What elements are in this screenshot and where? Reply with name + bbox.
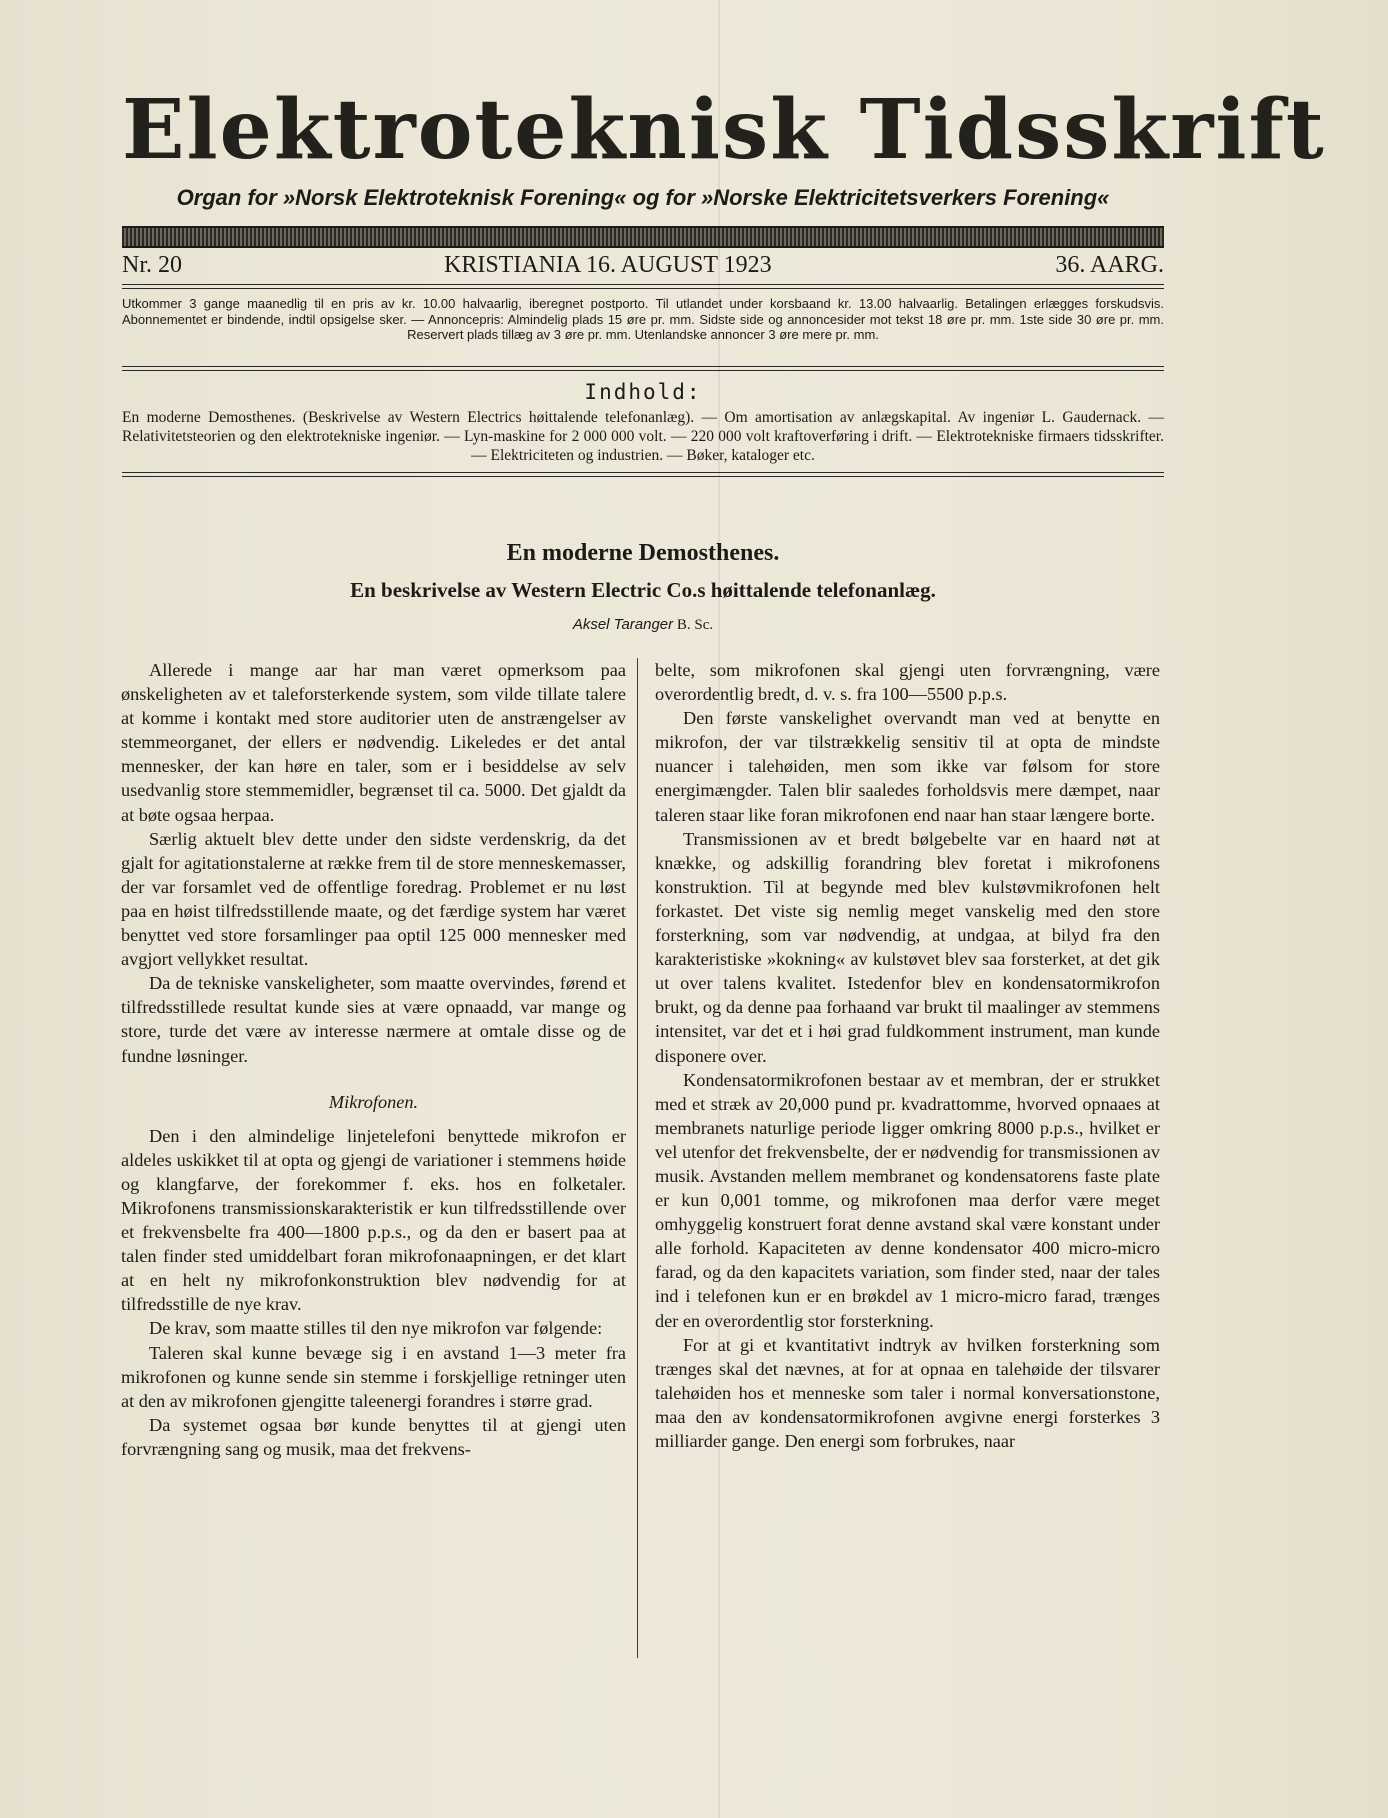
paragraph-continued: belte, som mikrofonen skal gjengi uten forvrængning, være overordentlig bredt, d. v. s. fra 100—5500 p.p.s.: [655, 660, 1160, 705]
rule: [122, 472, 1164, 473]
rule: [122, 476, 1164, 477]
contents-title: Indhold:: [584, 380, 702, 404]
paragraph: Da de tekniske vanskeligheter, som maatte overvindes, førend et tilfredsstillede resultat kunde sies at være opnaadd, var mange og store, turde det være av interesse nærmere at omtale disse og de fundne løsninger.: [121, 973, 626, 1066]
paragraph: Kondensatormikrofonen bestaar av et membran, der er strukket med et stræk av 20,000 pund pr. kvadrattomme, hvorved opnaaes at membranets naturlige periode ligger omkring 8000 p.p.s., hvilket er vel utenfor det frekvensbelte, der er nødvendig for transmissionen av musik. Avstanden mellem membranet og kondensatorens faste plate er kun 0,001 tomme, og mikrofonen maa derfor være meget omhyggelig konstruert forat denne avstand skal være konstant under alle forhold. Kapaciteten av denne kondensator 400 micro-micro farad, og da den kapacitets variation, som finder sted, naar der tales ind i telefonen kun er en brøkdel av 1 micro-micro farad, trænges der en overordentlig stor forsterkning.: [655, 1069, 1160, 1331]
issue-number: Nr. 20: [122, 252, 182, 278]
decorative-band: [122, 226, 1164, 248]
paragraph: De krav, som maatte stilles til den nye mikrofon var følgende:: [149, 1318, 603, 1339]
masthead-title: Elektroteknisk Tidsskrift: [122, 82, 1326, 178]
paragraph: Særlig aktuelt blev dette under den sidste verdenskrig, da det gjalt for agitationstalerne at række frem til de store menneskemasser, der var forsamlet ved de offentlige foredrag. Problemet er nu løst paa en høist tilfredsstillende maate, og det færdige system har været benyttet ved store forsamlinger paa optil 125 000 mennesker med avgjort vellykket resultat.: [121, 828, 626, 970]
article-title: En moderne Demosthenes.: [506, 540, 780, 566]
paragraph: Allerede i mange aar har man været opmerksom paa ønskeligheten av et taleforsterkende system, som vilde tillate talere at komme i kontakt med store auditorier uten de anstrængelser av stemmeorganet, der ellers er nødvendig. Likeledes er det antal mennesker, der kan høre en taler, som er i besiddelse av selv usedvanlig store stemmemidler, begrænset til ca. 5000. Det gjaldt da at bøte ogsaa herpaa.: [121, 660, 626, 825]
rule: [122, 366, 1164, 367]
issue-volume: 36. AARG.: [1055, 252, 1164, 278]
masthead-subtitle: Organ for »Norsk Elektroteknisk Forening« og for »Norske Elektricitetsverkers Forening«: [176, 185, 1110, 210]
paragraph: Da systemet ogsaa bør kunde benyttes til at gjengi uten forvrængning sang og musik, maa det frekvens-: [121, 1414, 626, 1459]
paragraph: Den i den almindelige linjetelefoni benyttede mikrofon er aldeles uskikket til at opta og gjengi de variationer i stemmens høide og klangfarve, der forekommer f. eks. hos en folketaler. Mikrofonens transmissionskarakteristik er kun tilfredsstillende over et frekvensbelte fra 400—1800 p.p.s., og da den er basert paa at talen finder sted umiddelbart foran mikrofonaapningen, er det klart at en helt ny mikrofonkonstruktion blev nødvendig for at tilfredsstille de nye krav.: [121, 1125, 626, 1315]
contents-text: En moderne Demosthenes. (Beskrivelse av Western Electrics høittalende telefonanlæg). — Om amortisation av anlægskapital. Av ingeniør L. Gaudernack. — Relativitetsteorien og den elektrotekniske ingeniør. — Lyn-maskine for 2 000 000 volt. — 220 000 volt kraftoverføring i drift. — Elektrotekniske firmaers tidsskrifter. — Elektriciteten og industrien. — Bøker, kataloger etc.: [122, 409, 1164, 464]
author-name: Aksel Taranger: [572, 616, 674, 633]
rule: [122, 284, 1164, 285]
right-column: [655, 658, 1160, 1453]
column-rule: [637, 658, 638, 1658]
paragraph: Taleren skal kunne bevæge sig i en avstand 1—3 meter fra mikrofonen og kunne sende sin stemme i forskjellige retninger uten at den av mikrofonen gjengitte taleenergi forandres i større grad.: [121, 1342, 626, 1411]
author-degree: B. Sc.: [676, 617, 714, 633]
article-author: [122, 616, 1164, 634]
rule: [122, 370, 1164, 371]
issue-line: [122, 250, 1164, 280]
rule: [122, 288, 1164, 289]
paragraph: For at gi et kvantitativt indtryk av hvilken forsterkning som trænges skal det nævnes, at for at opnaa en talehøide der tilsvarer talehøiden hos et menneske som taler i normal konversationstone, maa den av kondensatormikrofonen avgivne energi forsterkes 3 milliarder gange. Den energi som forbrukes, naar: [655, 1334, 1160, 1451]
issue-place-date: KRISTIANIA 16. AUGUST 1923: [444, 252, 772, 278]
paragraph: Den første vanskelighet overvandt man ved at benytte en mikrofon, der var tilstrækkelig sensitiv til at opta de mindste nuancer i talehøiden, men som ikke var følsom for store energimængder. Talen blir saaledes forholdsvis mere dæmpet, naar taleren staar like foran mikrofonen end naar han staar længere borte.: [655, 708, 1160, 825]
paragraph: Transmissionen av et bredt bølgebelte var en haard nøt at knække, og adskillig forandring blev foretat i mikrofonens konstruktion. Til at begynde med blev kulstøvmikrofonen helt forkastet. Det viste sig nemlig meget vanskelig med den store forsterkning, som var nødvendig, at undgaa, at bilyd fra den karakteristiske »kokning« av kulstøvet blev saa forsterket, at det gik ut over talens kvalitet. Istedenfor blev en kondensatormikrofon brukt, og da denne paa forhaand var brukt til maalinger av stemmens intensitet, var det et i høi grad fuldkomment instrument, man kunde disponere over.: [655, 828, 1160, 1066]
article-subtitle: En beskrivelse av Western Electric Co.s høittalende telefonanlæg.: [350, 578, 936, 602]
left-column: [121, 658, 626, 1461]
section-heading: Mikrofonen.: [328, 1091, 419, 1112]
subscription-info: Utkommer 3 gange maanedlig til en pris av kr. 10.00 halvaarlig, iberegnet postporto. Til utlandet under korsbaand kr. 13.00 halvaarlig. Betalingen erlægges forskudsvis. Abonnementet er bindende, indtil opsigelse sker. — Annoncepris: Almindelig plads 15 øre pr. mm. Sidste side og annoncesider mot tekst 18 øre pr. mm. 1ste side 30 øre pr. mm. Reservert plads tillæg av 3 øre pr. mm. Utenlandske annoncer 3 øre mere pr. mm.: [122, 296, 1164, 343]
